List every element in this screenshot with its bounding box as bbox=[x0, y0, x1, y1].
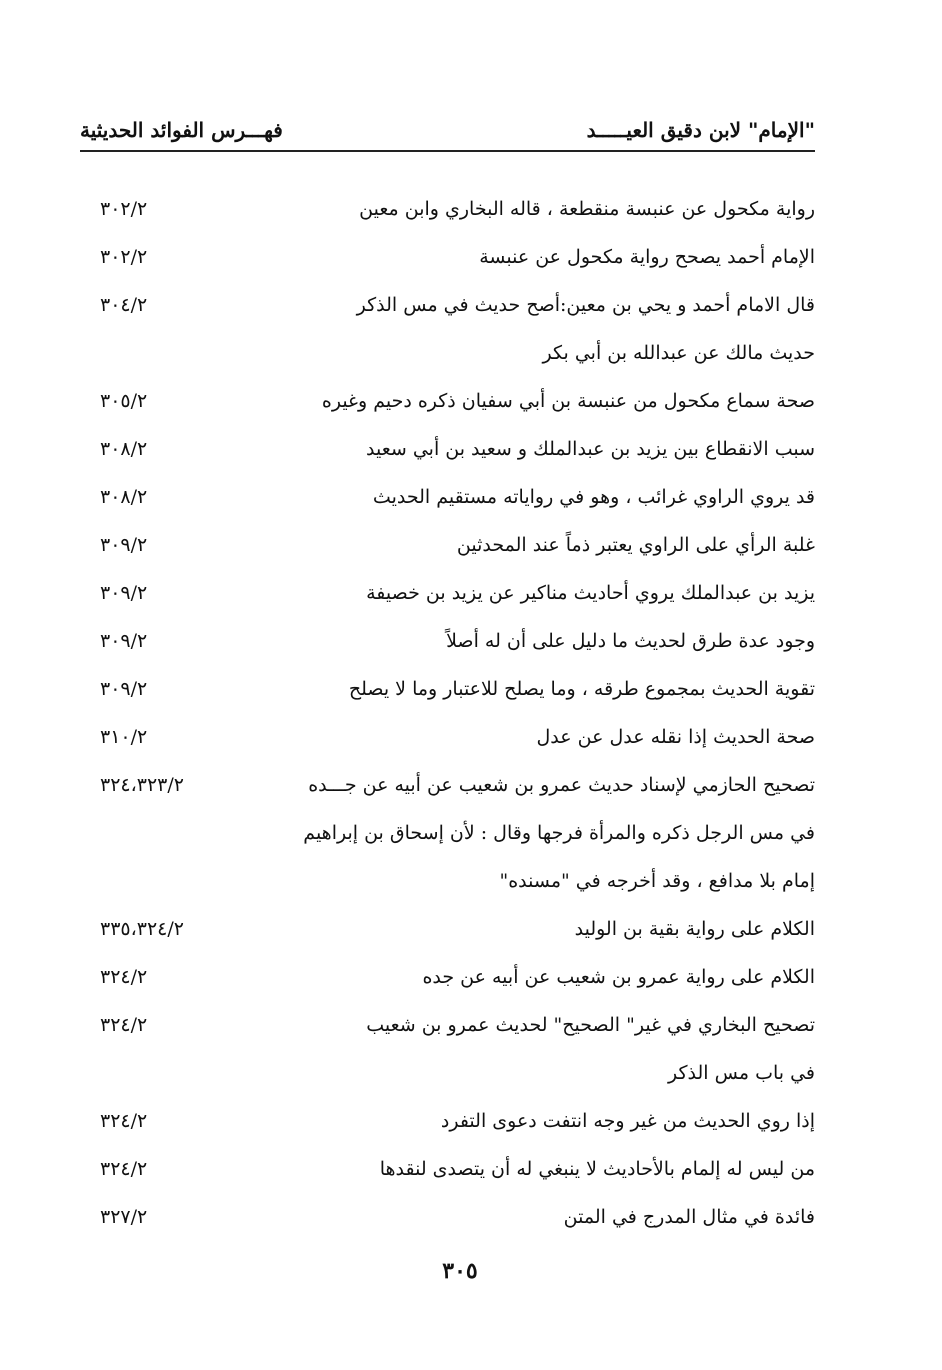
entry-reference: ٣٠٩/٢ bbox=[100, 582, 148, 604]
index-entry bbox=[100, 382, 815, 430]
entry-text: حديث مالك عن عبدالله بن أبي بكر bbox=[542, 342, 815, 364]
entry-reference: ٣٢٤/٢ bbox=[100, 1014, 148, 1036]
entry-reference: ٣٠٢/٢ bbox=[100, 246, 148, 268]
entry-reference: ٣٠٨/٢ bbox=[100, 438, 148, 460]
index-entry bbox=[100, 670, 815, 718]
entry-text: فائدة في مثال المدرج في المتن bbox=[563, 1206, 815, 1228]
index-entry bbox=[100, 910, 815, 958]
index-entry bbox=[100, 190, 815, 238]
entry-text: غلبة الرأي على الراوي يعتبر ذماً عند المحدثين bbox=[456, 534, 815, 556]
section-title: فهـــرس الفوائد الحديثية bbox=[80, 118, 283, 142]
entry-text: الكلام على رواية بقية بن الوليد bbox=[574, 918, 815, 940]
entry-reference: ٣٠٩/٢ bbox=[100, 678, 148, 700]
index-entry bbox=[100, 622, 815, 670]
entry-text: إذا روي الحديث من غير وجه انتفت دعوى التفرد bbox=[440, 1110, 815, 1132]
entry-text: وجود عدة طرق لحديث ما دليل على أن له أصلاً bbox=[446, 630, 815, 652]
entry-text: تقوية الحديث بمجموع طرقه ، وما يصلح للاعتبار وما لا يصلح bbox=[348, 678, 815, 700]
index-entry bbox=[100, 238, 815, 286]
entry-reference: ٣٢٤/٢ bbox=[100, 1110, 148, 1132]
entry-reference: ٣٠٥/٢ bbox=[100, 390, 148, 412]
page-number: ٣٠٥ bbox=[442, 1258, 478, 1284]
entry-text: صحة سماع مكحول من عنبسة بن أبي سفيان ذكره دحيم وغيره bbox=[321, 390, 815, 412]
entry-reference: ٣٠٢/٢ bbox=[100, 198, 148, 220]
index-entry bbox=[100, 430, 815, 478]
entry-text: يزيد بن عبدالملك يروي أحاديث مناكير عن يزيد بن خصيفة bbox=[366, 582, 815, 604]
page-header bbox=[80, 112, 815, 152]
index-entry bbox=[100, 1198, 815, 1246]
entry-reference: ٣٢٤،٣٢٣/٢ bbox=[100, 774, 184, 796]
entry-reference: ٣٠٨/٢ bbox=[100, 486, 148, 508]
entry-reference: ٣٠٩/٢ bbox=[100, 630, 148, 652]
entry-text: إمام بلا مدافع ، وقد أخرجه في "مسنده" bbox=[499, 870, 815, 892]
index-entries bbox=[100, 190, 815, 1246]
index-entry bbox=[100, 1006, 815, 1054]
index-entry bbox=[100, 958, 815, 1006]
entry-text: تصحيح الحازمي لإسناد حديث عمرو بن شعيب عن أبيه عن جـــده bbox=[308, 774, 815, 796]
entry-text: من ليس له إلمام بالأحاديث لا ينبغي له أن يتصدى لنقدها bbox=[379, 1158, 815, 1180]
entry-reference: ٣٠٩/٢ bbox=[100, 534, 148, 556]
entry-reference: ٣٣٥،٣٢٤/٢ bbox=[100, 918, 184, 940]
entry-reference: ٣١٠/٢ bbox=[100, 726, 148, 748]
index-entry bbox=[100, 718, 815, 766]
index-entry bbox=[100, 286, 815, 334]
index-entry bbox=[100, 526, 815, 574]
index-entry bbox=[100, 574, 815, 622]
index-entry-continuation bbox=[100, 1054, 815, 1102]
entry-reference: ٣٠٤/٢ bbox=[100, 294, 148, 316]
index-entry bbox=[100, 1150, 815, 1198]
entry-text: صحة الحديث إذا نقله عدل عن عدل bbox=[536, 726, 815, 748]
entry-text: في مس الرجل ذكره والمرأة فرجها وقال : لأن إسحاق بن إبراهيم bbox=[303, 822, 815, 844]
entry-reference: ٣٢٧/٢ bbox=[100, 1206, 148, 1228]
entry-text: قد يروي الراوي غرائب ، وهو في رواياته مستقيم الحديث bbox=[372, 486, 815, 508]
entry-text: تصحيح البخاري في غير" الصحيح" لحديث عمرو بن شعيب bbox=[366, 1014, 815, 1036]
entry-text: الإمام أحمد يصحح رواية مكحول عن عنبسة bbox=[479, 246, 815, 268]
index-entry bbox=[100, 766, 815, 814]
entry-text: قال الامام أحمد و يحي بن معين:أصح حديث في مس الذكر bbox=[356, 294, 815, 316]
index-entry-continuation bbox=[100, 334, 815, 382]
book-title: "الإمام" لابن دقيق العيـــــد bbox=[586, 118, 815, 142]
index-entry-continuation bbox=[100, 814, 815, 862]
entry-text: في باب مس الذكر bbox=[668, 1062, 815, 1084]
index-entry-continuation bbox=[100, 862, 815, 910]
entry-text: سبب الانقطاع بين يزيد بن عبدالملك و سعيد بن أبي سعيد bbox=[365, 438, 815, 460]
index-entry bbox=[100, 478, 815, 526]
entry-text: رواية مكحول عن عنبسة منقطعة ، قاله البخاري وابن معين bbox=[359, 198, 815, 220]
entry-reference: ٣٢٤/٢ bbox=[100, 966, 148, 988]
entry-text: الكلام على رواية عمرو بن شعيب عن أبيه عن جده bbox=[422, 966, 815, 988]
entry-reference: ٣٢٤/٢ bbox=[100, 1158, 148, 1180]
index-entry bbox=[100, 1102, 815, 1150]
